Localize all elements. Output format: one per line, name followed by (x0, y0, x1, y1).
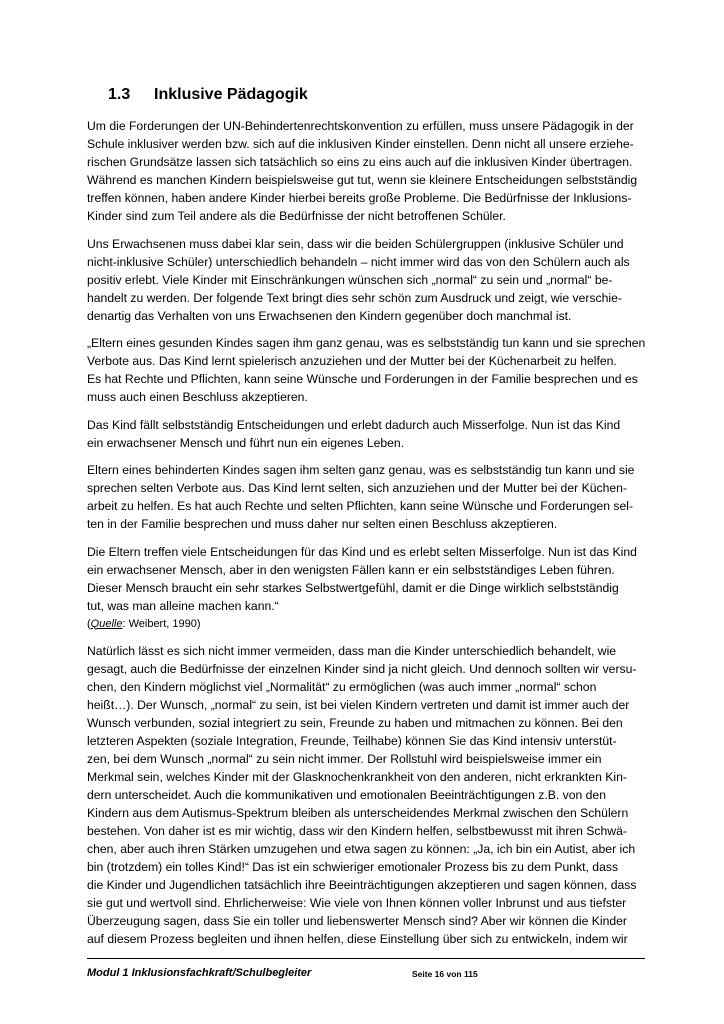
text-line: Dieser Mensch braucht ein sehr starkes Selbstwertgefühl, damit er die Dinge wirklich selbstständig (87, 580, 619, 595)
footer-divider (87, 958, 645, 959)
text-line: bin (trotzdem) ein tolles Kind!“ Das ist ein schwieriger emotionaler Prozess bis zu dem Punkt, dass (87, 860, 619, 874)
text-line: muss auch einen Beschluss akzeptieren. (87, 390, 308, 404)
text-line: Uns Erwachsenen muss dabei klar sein, dass wir die beiden Schülergruppen (inklusive Schüler und (87, 236, 624, 251)
text-line: denartig das Verhalten von uns Erwachsenen den Kindern gegenüber doch manchmal ist. (87, 308, 572, 323)
text-line: letzteren Aspekten (soziale Integration, Freunde, Teilhabe) können Sie das Kind intensiv unterstüt- (87, 734, 617, 748)
text-line: tut, was man alleine machen kann.“ (87, 598, 279, 613)
text-line: „Eltern eines gesunden Kindes sagen ihm ganz genau, was es selbstständig tun kann und sie sprechen (87, 336, 646, 350)
text-line: chen, aber auch ihren Stärken umzugehen und etwa sagen zu können: „Ja, ich bin ein Autist, aber ich (87, 842, 636, 856)
paragraph (87, 642, 649, 948)
text-line: rischen Grundsätze lassen sich tatsächlich so eins zu eins auch auf die inklusiven Kinder übertragen. (87, 155, 633, 169)
text-line: positiv erlebt. Viele Kinder mit Einschränkungen wünschen sich „normal“ zu sein und „normal“ be- (87, 272, 613, 287)
text-line: Eltern eines behinderten Kindes sagen ihm selten ganz genau, was es selbstständig tun kann und sie (87, 463, 635, 477)
text-line: ein erwachsener Mensch, aber in den wenigsten Fällen kann er ein selbstständiges Leben führen. (87, 562, 615, 577)
text-line: die Kinder und Jugendlichen tatsächlich ihre Beeinträchtigungen akzeptieren und sagen können, dass (87, 878, 637, 892)
text-line: sprechen selten Verbote aus. Das Kind lernt selten, sich anzuziehen und der Mutter bei der Küchen- (87, 481, 627, 495)
text-line: arbeit zu helfen. Es hat auch Rechte und selten Pflichten, kann seine Wünsche und Forderungen sel- (87, 499, 634, 513)
text-line: Es hat Rechte und Pflichten, kann seine Wünsche und Forderungen in der Familie besprechen und es (87, 372, 638, 386)
text-line: ein erwachsener Mensch und führt nun ein eigenes Leben. (87, 435, 405, 450)
text-line: heißt…). Der Wunsch, „normal“ zu sein, ist bei vielen Kindern vertreten und damit ist immer auch der (87, 698, 630, 712)
footer-page-number: Seite 16 von 115 (412, 969, 478, 979)
text-line: Das Kind fällt selbstständig Entscheidungen und erlebt dadurch auch Misserfolge. Nun ist das Kind (87, 417, 621, 432)
text-line: nicht-inklusive Schüler) unterschiedlich behandeln – nicht immer wird das von den Schülern auch als (87, 254, 630, 269)
section-number: 1.3 (108, 86, 131, 103)
quote-source (87, 615, 649, 633)
text-line: Überzeugung sagen, dass Sie ein toller und liebenswerter Mensch sind? Aber wir können die Kinder (87, 914, 627, 928)
text-line: Kindern aus dem Autismus-Spektrum bleiben als unterscheidendes Merkmal zwischen den Schülern (87, 806, 629, 820)
source-citation: : Weibert, 1990) (122, 617, 201, 630)
text-line: chen, den Kindern möglichst viel „Normalität“ zu ermöglichen (was auch immer „normal“ schon (87, 680, 597, 694)
text-line: Während es manchen Kindern beispielsweise gut tut, wenn sie kleinere Entscheidungen selbstständig (87, 173, 638, 187)
text-line: ten in der Familie besprechen und muss daher nur selten einen Beschluss akzeptieren. (87, 517, 558, 531)
body-text (87, 117, 649, 958)
paragraph (87, 334, 649, 406)
text-line: Merkmal sein, welches Kinder mit der Glasknochenkrankheit von den anderen, nicht erkrankten Kin- (87, 770, 627, 784)
source-open: ( (87, 617, 91, 630)
text-line: sie gut und wertvoll sind. Ehrlicherweise: Wie viele von Ihnen können voller Inbrunst und aus tiefster (87, 896, 627, 910)
section-title: Inklusive Pädagogik (154, 86, 308, 103)
text-line: Schule inklusiver werden bzw. sich auf die inklusiven Kinder einstellen. Denn nicht all unsere erziehe- (87, 137, 634, 151)
footer-module-title: Modul 1 Inklusionsfachkraft/Schulbegleiter (87, 967, 312, 979)
text-line: treffen können, haben andere Kinder hierbei bereits große Probleme. Die Bedürfnisse der Inklusions- (87, 191, 632, 205)
paragraph (87, 117, 649, 225)
paragraph (87, 235, 649, 325)
text-line: Natürlich lässt es sich nicht immer vermeiden, dass man die Kinder unterschiedlich behandelt, wie (87, 644, 617, 658)
text-line: Die Eltern treffen viele Entscheidungen für das Kind und es erlebt selten Misserfolge. Nun ist das Kind (87, 544, 637, 559)
source-label: Quelle (90, 617, 123, 630)
text-line: gesagt, auch die Bedürfnisse der einzelnen Kinder sind ja nicht gleich. Und dennoch sollten wir versu- (87, 662, 637, 676)
text-line: Kinder sind zum Teil andere als die Bedürfnisse der nicht betroffenen Schüler. (87, 209, 506, 223)
text-line: Um die Forderungen der UN-Behindertenrechtskonvention zu erfüllen, muss unsere Pädagogik in der (87, 119, 634, 133)
paragraph (87, 461, 649, 533)
text-line: zen, bei dem Wunsch „normal“ zu sein nicht immer. Der Rollstuhl wird beispielsweise immer ein (87, 752, 602, 766)
text-line: bestehen. Von daher ist es mir wichtig, dass wir den Kindern helfen, selbstbewusst mit ihren Schwä- (87, 824, 627, 838)
paragraph (87, 543, 649, 633)
text-line: Wunsch verbunden, sozial integriert zu sein, Freunde zu haben und mitmachen zu können. Bei den (87, 716, 623, 730)
text-line: auf diesem Prozess begleiten und ihnen helfen, diese Einstellung über sich zu entwickeln, indem wir (87, 932, 628, 946)
text-line: handelt zu werden. Der folgende Text bringt dies sehr schön zum Ausdruck und zeigt, wie verschie- (87, 290, 622, 305)
section-heading (108, 86, 308, 104)
text-line: Verbote aus. Das Kind lernt spielerisch anzuziehen und der Mutter bei der Küchenarbeit zu helfen. (87, 354, 617, 368)
paragraph (87, 416, 649, 452)
text-line: dern unterscheidet. Auch die kommunikativen und emotionalen Beeinträchtigungen z.B. von den (87, 788, 606, 802)
